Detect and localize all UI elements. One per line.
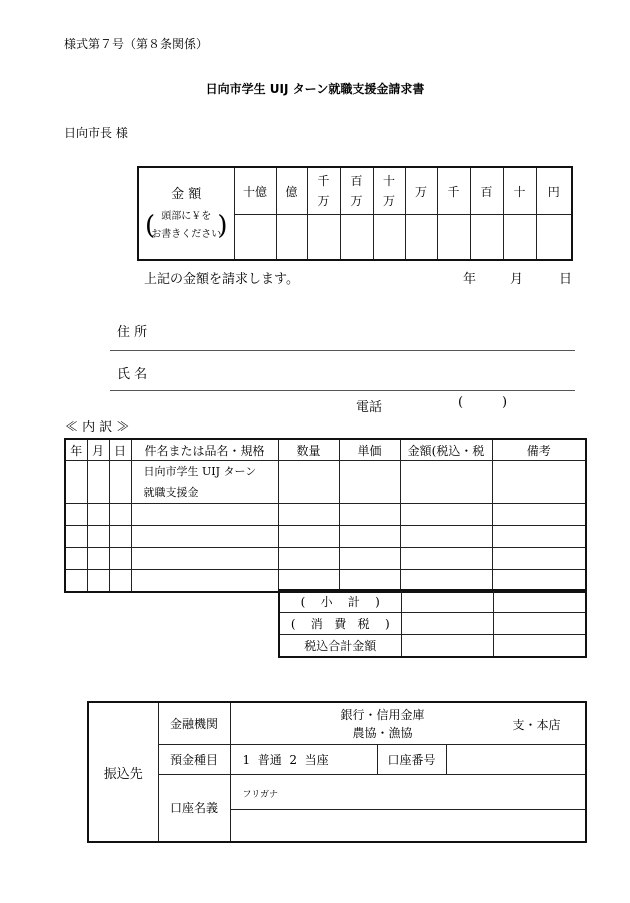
breakdown-heading: ≪ 内 訳 ≫	[65, 420, 130, 435]
subtotal-row	[279, 590, 586, 613]
name-line[interactable]	[110, 390, 575, 391]
subtotal-amount[interactable]	[401, 590, 493, 613]
col-amount: 金額(税込・税	[400, 439, 492, 461]
unit-man: 万	[405, 167, 437, 215]
amount-digit[interactable]	[536, 215, 572, 261]
table-row	[65, 548, 586, 570]
page-title: 日向市学生 UIJ ターン就職支援金請求書	[205, 82, 425, 96]
form-number: 様式第７号（第８条関係）	[64, 37, 209, 51]
amount-label: 金 額	[171, 187, 202, 202]
col-day: 日	[109, 439, 131, 461]
address-line[interactable]	[110, 350, 575, 351]
request-text: 上記の金額を請求します。	[144, 272, 299, 287]
col-unit-price: 単価	[339, 439, 400, 461]
amount-digit[interactable]	[234, 215, 276, 261]
total-label: 税込合計金額	[279, 635, 401, 658]
date-month: 月	[510, 272, 524, 287]
tax-row	[279, 613, 586, 635]
institution-field[interactable]	[230, 702, 586, 744]
col-quantity: 数量	[278, 439, 339, 461]
amount-note-line1: 頭部に￥を	[161, 211, 212, 222]
name-label: 氏 名	[117, 367, 148, 382]
phone-paren-close: )	[502, 395, 508, 410]
breakdown-header-row	[65, 439, 586, 461]
furigana-field[interactable]	[230, 774, 586, 809]
unit-juoku: 十億	[234, 167, 276, 215]
left-bracket: (	[145, 211, 156, 241]
unit-hyaku: 百	[470, 167, 503, 215]
amount-table	[137, 166, 573, 261]
transfer-label: 振込先	[88, 702, 158, 842]
institution-types: 銀行・信用金庫 農協・漁協	[340, 708, 425, 740]
unit-hyakuman: 百 万	[340, 167, 373, 215]
col-remarks: 備考	[492, 439, 586, 461]
first-item: 日向市学生 UIJ ターン 就職支援金	[131, 461, 278, 504]
table-row	[65, 504, 586, 526]
date-year: 年	[463, 272, 477, 287]
col-month: 月	[87, 439, 109, 461]
subtotal-label: ( 小 計 )	[279, 590, 401, 613]
unit-senman: 千 万	[307, 167, 340, 215]
account-number-field[interactable]	[446, 744, 586, 774]
total-row	[279, 635, 586, 658]
unit-sen: 千	[437, 167, 470, 215]
tax-label: ( 消 費 税 )	[279, 613, 401, 635]
amount-digit[interactable]	[405, 215, 437, 261]
amount-label-cell	[138, 167, 234, 260]
account-type-label: 預金種目	[158, 744, 230, 774]
bank-table	[87, 701, 587, 843]
amount-digit[interactable]	[276, 215, 307, 261]
amount-note	[145, 208, 228, 244]
furigana-label: フリガナ	[242, 789, 279, 800]
right-bracket: )	[217, 211, 228, 241]
amount-digit[interactable]	[503, 215, 536, 261]
amount-digit[interactable]	[373, 215, 405, 261]
col-item: 件名または品名・規格	[131, 439, 278, 461]
unit-ju: 十	[503, 167, 536, 215]
amount-note-line2: お書きください	[151, 229, 222, 240]
total-amount[interactable]	[401, 635, 493, 658]
table-row	[65, 461, 586, 504]
institution-label: 金融機関	[158, 702, 230, 744]
subtotals-table	[278, 589, 587, 658]
account-type-options[interactable]: 1 普通 2 当座	[230, 744, 377, 774]
tax-amount[interactable]	[401, 613, 493, 635]
amount-digit[interactable]	[307, 215, 340, 261]
col-year: 年	[65, 439, 87, 461]
unit-en: 円	[536, 167, 572, 215]
account-name-field[interactable]	[230, 809, 586, 842]
unit-oku: 億	[276, 167, 307, 215]
phone-label: 電話	[356, 400, 383, 415]
branch-label: 支・本店	[512, 718, 561, 732]
phone-paren-open: (	[458, 395, 464, 410]
unit-juman: 十 万	[373, 167, 405, 215]
amount-digit[interactable]	[340, 215, 373, 261]
amount-digit[interactable]	[470, 215, 503, 261]
table-row	[65, 526, 586, 548]
date-day: 日	[559, 272, 573, 287]
addressee: 日向市長 様	[64, 126, 128, 140]
address-label: 住 所	[117, 325, 148, 340]
amount-digit[interactable]	[437, 215, 470, 261]
account-number-label: 口座番号	[377, 744, 446, 774]
breakdown-table	[64, 438, 587, 593]
account-name-label: 口座名義	[158, 774, 230, 842]
